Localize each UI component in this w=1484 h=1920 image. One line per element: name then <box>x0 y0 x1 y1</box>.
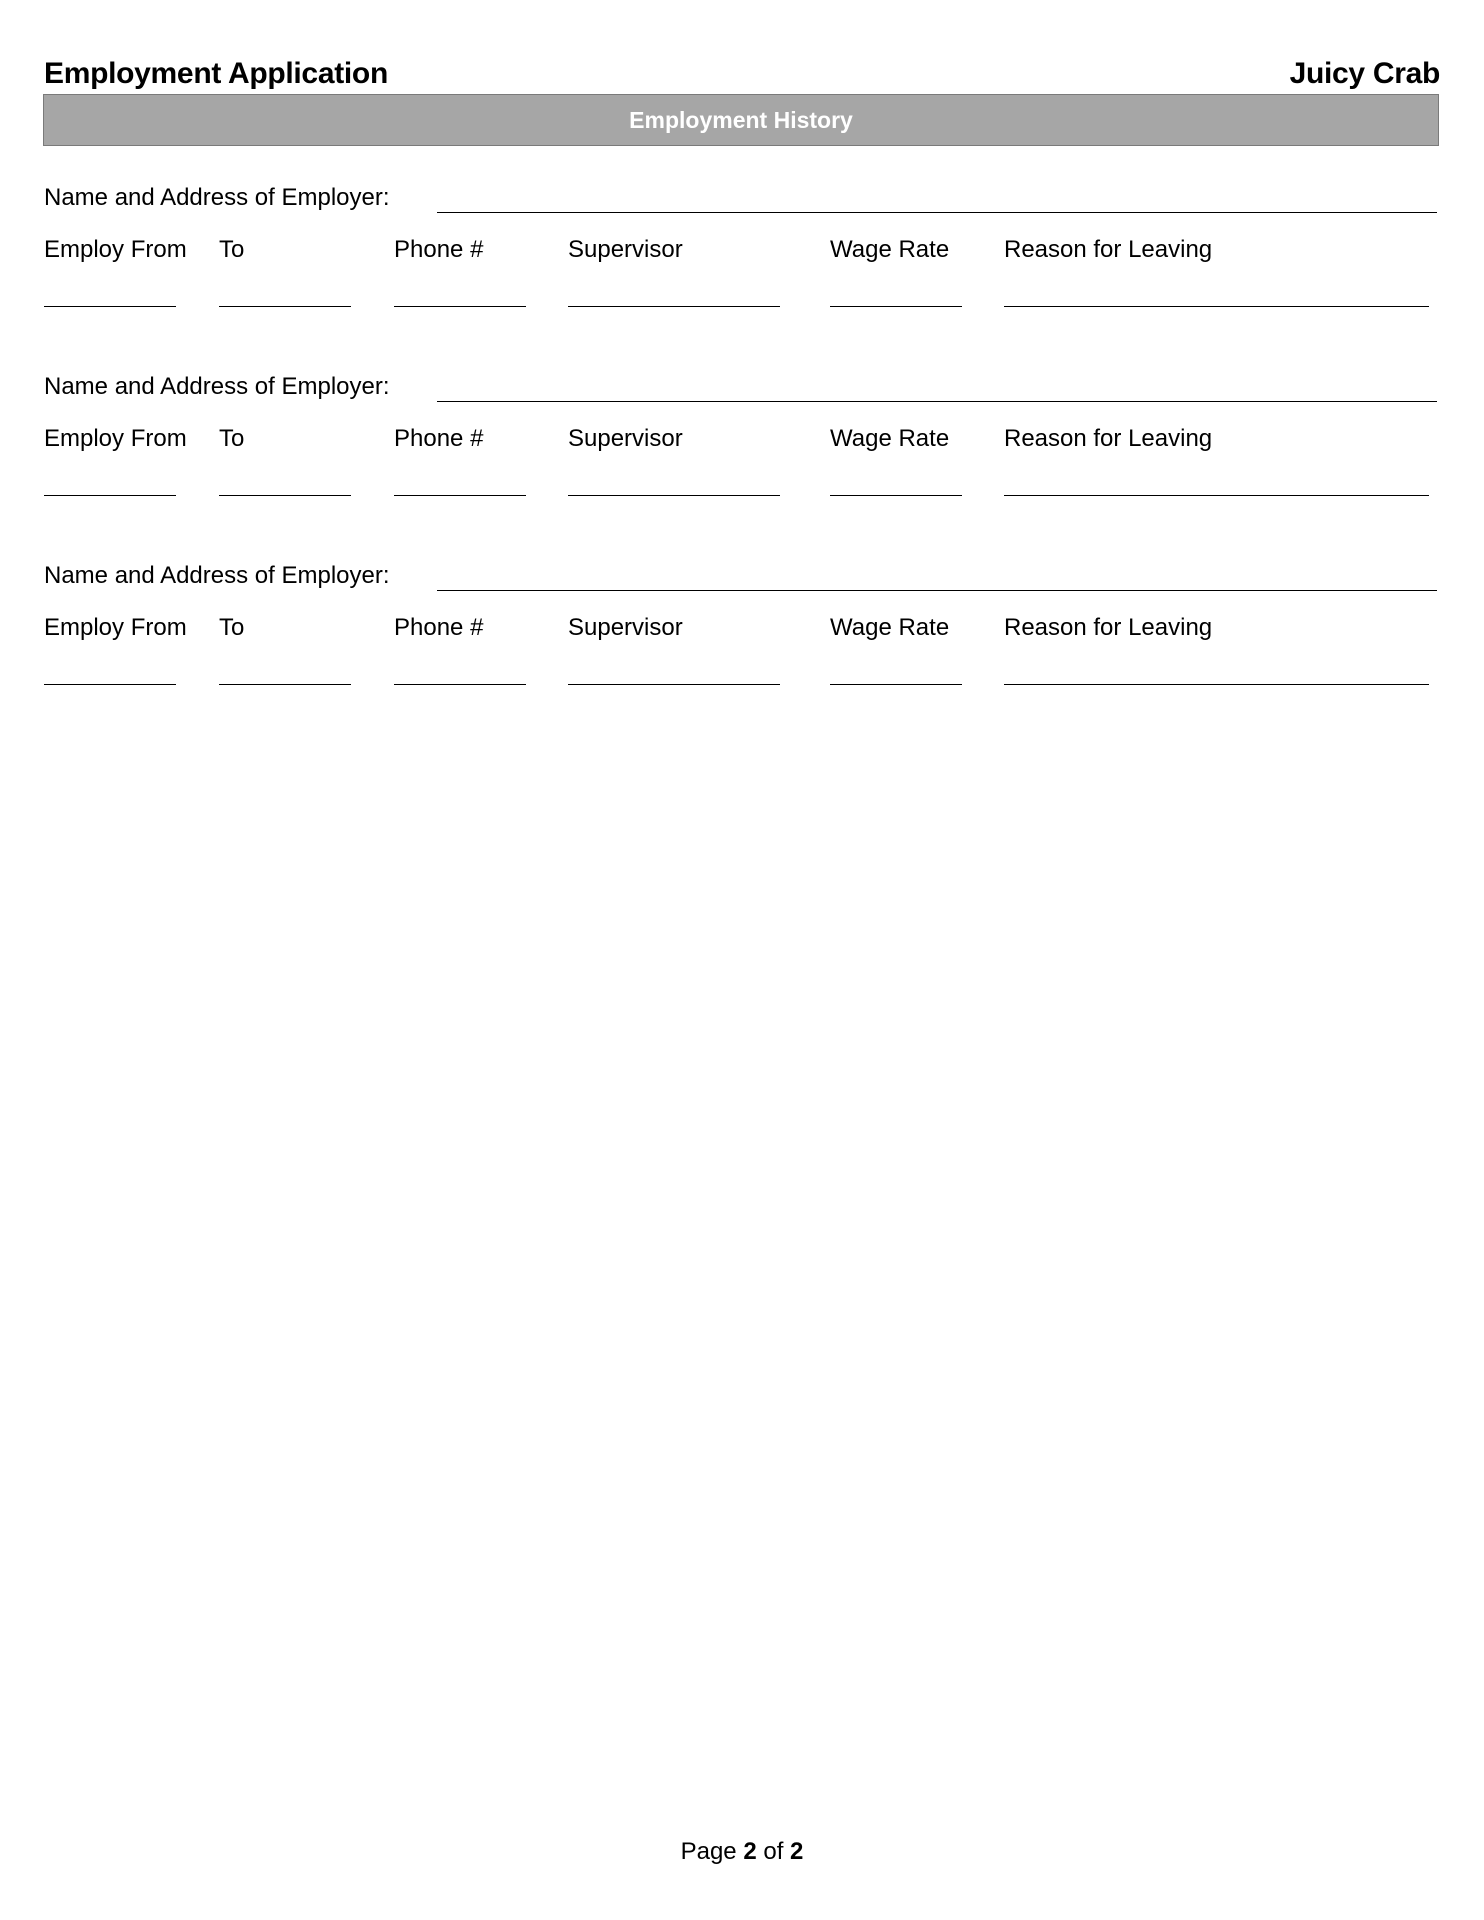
total-pages-number: 2 <box>790 1838 804 1865</box>
to-field[interactable] <box>219 495 351 496</box>
employer-name-field[interactable] <box>437 401 1437 402</box>
phone-label: Phone # <box>394 236 484 263</box>
reason-field[interactable] <box>1004 495 1429 496</box>
employer-name-field[interactable] <box>437 212 1437 213</box>
supervisor-label: Supervisor <box>568 236 683 263</box>
to-label: To <box>219 425 245 452</box>
supervisor-label: Supervisor <box>568 614 683 641</box>
wage-rate-label: Wage Rate <box>830 236 950 263</box>
to-label: To <box>219 236 245 263</box>
employer-entry <box>44 184 1440 324</box>
reason-field[interactable] <box>1004 684 1429 685</box>
wage-rate-field[interactable] <box>830 495 962 496</box>
employ-from-label: Employ From <box>44 425 187 452</box>
supervisor-field[interactable] <box>568 495 780 496</box>
employer-name-field[interactable] <box>437 590 1437 591</box>
phone-label: Phone # <box>394 614 484 641</box>
wage-rate-field[interactable] <box>830 684 962 685</box>
reason-field[interactable] <box>1004 306 1429 307</box>
employ-from-field[interactable] <box>44 495 176 496</box>
section-header-bar <box>43 94 1439 146</box>
page-prefix: Page <box>680 1838 737 1865</box>
wage-rate-label: Wage Rate <box>830 614 950 641</box>
employ-from-label: Employ From <box>44 236 187 263</box>
reason-label: Reason for Leaving <box>1004 614 1213 641</box>
to-label: To <box>219 614 245 641</box>
supervisor-field[interactable] <box>568 684 780 685</box>
employer-name-label: Name and Address of Employer: <box>44 562 390 589</box>
reason-label: Reason for Leaving <box>1004 425 1213 452</box>
page-of: of <box>763 1838 784 1865</box>
employ-from-label: Employ From <box>44 614 187 641</box>
phone-field[interactable] <box>394 306 526 307</box>
section-title: Employment History <box>629 106 853 133</box>
employer-entry <box>44 373 1440 513</box>
page-number <box>0 1838 1484 1866</box>
phone-field[interactable] <box>394 684 526 685</box>
to-field[interactable] <box>219 684 351 685</box>
supervisor-label: Supervisor <box>568 425 683 452</box>
current-page-number: 2 <box>743 1838 757 1865</box>
employ-from-field[interactable] <box>44 684 176 685</box>
employer-name-label: Name and Address of Employer: <box>44 373 390 400</box>
supervisor-field[interactable] <box>568 306 780 307</box>
wage-rate-field[interactable] <box>830 306 962 307</box>
phone-field[interactable] <box>394 495 526 496</box>
company-name: Juicy Crab <box>1289 57 1440 90</box>
document-title: Employment Application <box>44 57 388 90</box>
phone-label: Phone # <box>394 425 484 452</box>
to-field[interactable] <box>219 306 351 307</box>
wage-rate-label: Wage Rate <box>830 425 950 452</box>
employ-from-field[interactable] <box>44 306 176 307</box>
employer-entry <box>44 562 1440 702</box>
employer-name-label: Name and Address of Employer: <box>44 184 390 211</box>
reason-label: Reason for Leaving <box>1004 236 1213 263</box>
page-header <box>44 52 1440 92</box>
